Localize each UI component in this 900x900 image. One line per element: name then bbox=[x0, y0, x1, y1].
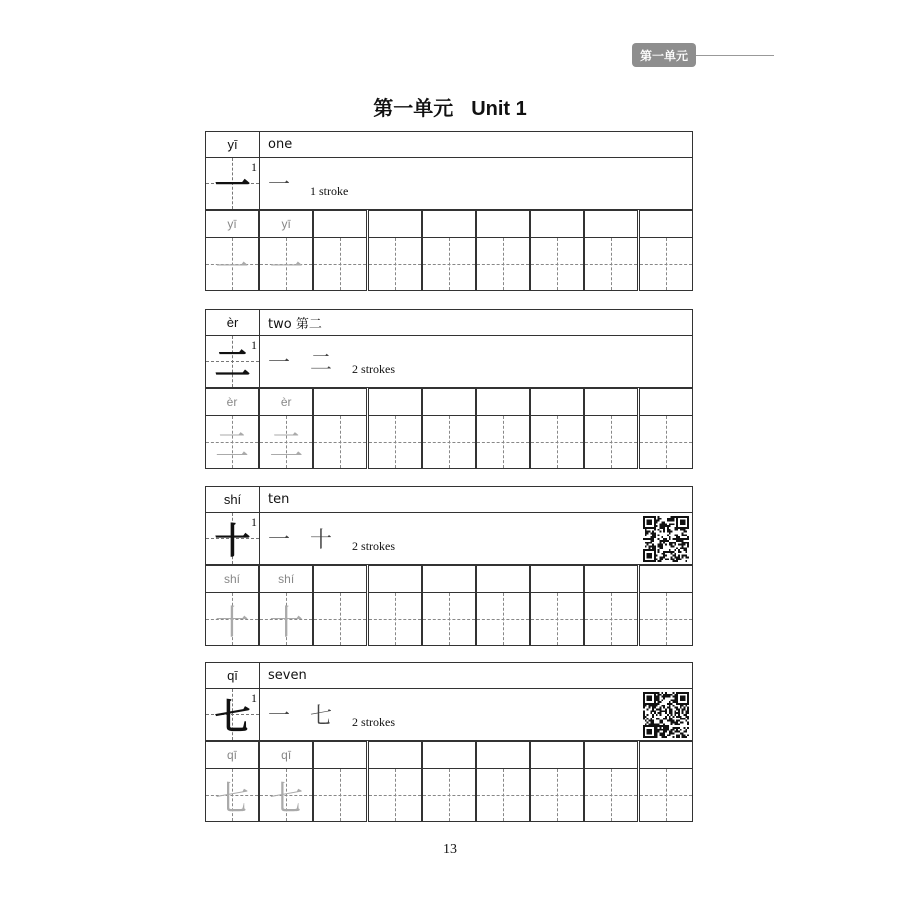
pinyin-cell bbox=[259, 210, 313, 238]
pinyin-cell bbox=[476, 210, 530, 238]
practice-pinyin: èr bbox=[280, 395, 292, 409]
writing-cell[interactable] bbox=[259, 237, 313, 291]
writing-cell[interactable] bbox=[584, 768, 638, 822]
section-header bbox=[205, 309, 693, 336]
superscript: 1 bbox=[251, 338, 257, 352]
practice-pinyin: shí bbox=[223, 572, 240, 586]
pinyin-cell bbox=[584, 388, 638, 416]
pinyin-cell bbox=[584, 210, 638, 238]
writing-cell[interactable] bbox=[476, 237, 530, 291]
superscript: 1 bbox=[251, 691, 257, 705]
pinyin-cell bbox=[205, 741, 259, 769]
model-character: 二 bbox=[214, 344, 251, 385]
pinyin-cell bbox=[476, 565, 530, 593]
writing-cell[interactable] bbox=[313, 768, 367, 822]
pinyin-cell bbox=[368, 741, 422, 769]
model-character-cell bbox=[206, 336, 260, 387]
writing-cell[interactable] bbox=[259, 592, 313, 646]
stroke-order bbox=[268, 689, 395, 740]
pinyin-cell bbox=[639, 210, 693, 238]
pinyin-cell bbox=[639, 741, 693, 769]
meaning-label: two 第二 bbox=[268, 317, 322, 332]
stroke-step: 一 bbox=[268, 351, 291, 376]
trace-character: 一 bbox=[215, 247, 249, 288]
pinyin-cell bbox=[422, 210, 476, 238]
pinyin-cell bbox=[639, 388, 693, 416]
practice-pinyin: èr bbox=[226, 395, 238, 409]
writing-cell[interactable] bbox=[313, 237, 367, 291]
qr-code-icon[interactable] bbox=[643, 516, 689, 562]
writing-cell[interactable] bbox=[259, 768, 313, 822]
model-character-cell bbox=[206, 158, 260, 209]
trace-character: 二 bbox=[269, 425, 304, 466]
writing-cell[interactable] bbox=[476, 592, 530, 646]
superscript: 1 bbox=[251, 515, 257, 529]
writing-cell[interactable] bbox=[530, 592, 584, 646]
stroke-count: 2 strokes bbox=[352, 539, 396, 553]
pinyin-cell bbox=[205, 210, 259, 238]
pinyin-cell bbox=[530, 741, 584, 769]
pinyin-cell bbox=[368, 388, 422, 416]
trace-character: 十 bbox=[269, 602, 304, 643]
stroke-count: 1 stroke bbox=[310, 184, 349, 198]
pinyin-cell bbox=[639, 565, 693, 593]
pinyin-cell bbox=[313, 388, 367, 416]
writing-cell[interactable] bbox=[259, 415, 313, 469]
model-character-cell bbox=[206, 513, 260, 564]
section-header bbox=[205, 131, 693, 158]
meaning-label: one bbox=[268, 137, 293, 152]
practice-pinyin: shí bbox=[278, 572, 295, 586]
pinyin-cell bbox=[476, 741, 530, 769]
writing-cell[interactable] bbox=[205, 592, 259, 646]
pinyin-cell bbox=[259, 388, 313, 416]
writing-cell[interactable] bbox=[205, 415, 259, 469]
pinyin-cell bbox=[313, 741, 367, 769]
pinyin-label: shí bbox=[206, 487, 260, 512]
model-character: 七 bbox=[214, 697, 251, 738]
writing-cell[interactable] bbox=[639, 237, 693, 291]
writing-cell[interactable] bbox=[422, 415, 476, 469]
meaning-label: seven bbox=[268, 668, 307, 683]
pinyin-cell bbox=[368, 210, 422, 238]
writing-cell[interactable] bbox=[368, 768, 422, 822]
meaning-label: ten bbox=[268, 492, 290, 507]
writing-cell[interactable] bbox=[205, 237, 259, 291]
practice-pinyin: yī bbox=[281, 217, 291, 231]
pinyin-cell bbox=[422, 388, 476, 416]
writing-cell[interactable] bbox=[584, 237, 638, 291]
writing-cell[interactable] bbox=[368, 592, 422, 646]
page-number: 13 bbox=[443, 842, 457, 857]
pinyin-cell bbox=[368, 565, 422, 593]
trace-character: 一 bbox=[269, 247, 304, 288]
stroke-step: 一 bbox=[268, 704, 291, 729]
stroke-step: 一 bbox=[268, 528, 291, 553]
pinyin-cell bbox=[259, 565, 313, 593]
practice-pinyin: qī bbox=[281, 748, 292, 762]
character-row bbox=[205, 336, 693, 388]
writing-cell[interactable] bbox=[639, 768, 693, 822]
pinyin-cell bbox=[313, 565, 367, 593]
writing-cell[interactable] bbox=[368, 237, 422, 291]
pinyin-cell bbox=[530, 388, 584, 416]
pinyin-cell bbox=[259, 741, 313, 769]
pinyin-cell bbox=[205, 388, 259, 416]
unit-tab bbox=[632, 43, 774, 67]
stroke-step: 七 bbox=[310, 704, 333, 729]
writing-cell[interactable] bbox=[368, 415, 422, 469]
stroke-step: 一 bbox=[268, 173, 291, 198]
stroke-step: 十 bbox=[310, 528, 333, 553]
trace-character: 七 bbox=[215, 778, 249, 819]
section-header bbox=[205, 486, 693, 513]
writing-cell[interactable] bbox=[584, 415, 638, 469]
title-zh: 第一单元 bbox=[373, 96, 454, 120]
model-character-cell bbox=[206, 689, 260, 740]
model-character: 一 bbox=[214, 166, 251, 207]
writing-cell[interactable] bbox=[313, 415, 367, 469]
practice-pinyin: yī bbox=[227, 217, 237, 231]
trace-character: 七 bbox=[269, 778, 304, 819]
writing-cell[interactable] bbox=[476, 415, 530, 469]
qr-code-icon[interactable] bbox=[643, 692, 689, 738]
pinyin-cell bbox=[313, 210, 367, 238]
tab-divider bbox=[696, 55, 774, 56]
pinyin-cell bbox=[476, 388, 530, 416]
pinyin-label: yī bbox=[206, 132, 260, 157]
page-title bbox=[0, 92, 900, 121]
writing-cell[interactable] bbox=[476, 768, 530, 822]
stroke-step: 二 bbox=[310, 351, 333, 376]
pinyin-label: qī bbox=[206, 663, 260, 688]
section-header bbox=[205, 662, 693, 689]
writing-cell[interactable] bbox=[584, 592, 638, 646]
writing-cell[interactable] bbox=[422, 237, 476, 291]
pinyin-cell bbox=[530, 565, 584, 593]
character-row bbox=[205, 689, 693, 741]
trace-character: 二 bbox=[215, 425, 249, 466]
writing-cell[interactable] bbox=[422, 592, 476, 646]
pinyin-label: èr bbox=[206, 310, 260, 335]
writing-cell[interactable] bbox=[639, 592, 693, 646]
pinyin-cell bbox=[422, 565, 476, 593]
practice-pinyin: qī bbox=[226, 748, 237, 762]
character-row bbox=[205, 158, 693, 210]
pinyin-cell bbox=[584, 565, 638, 593]
pinyin-cell bbox=[584, 741, 638, 769]
writing-cell[interactable] bbox=[205, 768, 259, 822]
stroke-count: 2 strokes bbox=[352, 362, 396, 376]
writing-cell[interactable] bbox=[530, 415, 584, 469]
superscript: 1 bbox=[251, 160, 257, 174]
title-en: Unit 1 bbox=[471, 98, 527, 120]
writing-cell[interactable] bbox=[639, 415, 693, 469]
model-character: 十 bbox=[214, 521, 251, 562]
writing-cell[interactable] bbox=[422, 768, 476, 822]
stroke-count: 2 strokes bbox=[352, 715, 396, 729]
writing-cell[interactable] bbox=[313, 592, 367, 646]
pinyin-cell bbox=[530, 210, 584, 238]
writing-cell[interactable] bbox=[530, 237, 584, 291]
writing-cell[interactable] bbox=[530, 768, 584, 822]
stroke-order bbox=[268, 158, 348, 209]
pinyin-cell bbox=[205, 565, 259, 593]
unit-tab-label: 第一单元 bbox=[632, 43, 696, 67]
stroke-order bbox=[268, 336, 395, 387]
pinyin-cell bbox=[422, 741, 476, 769]
trace-character: 十 bbox=[215, 602, 249, 643]
stroke-order bbox=[268, 513, 395, 564]
character-row bbox=[205, 513, 693, 565]
